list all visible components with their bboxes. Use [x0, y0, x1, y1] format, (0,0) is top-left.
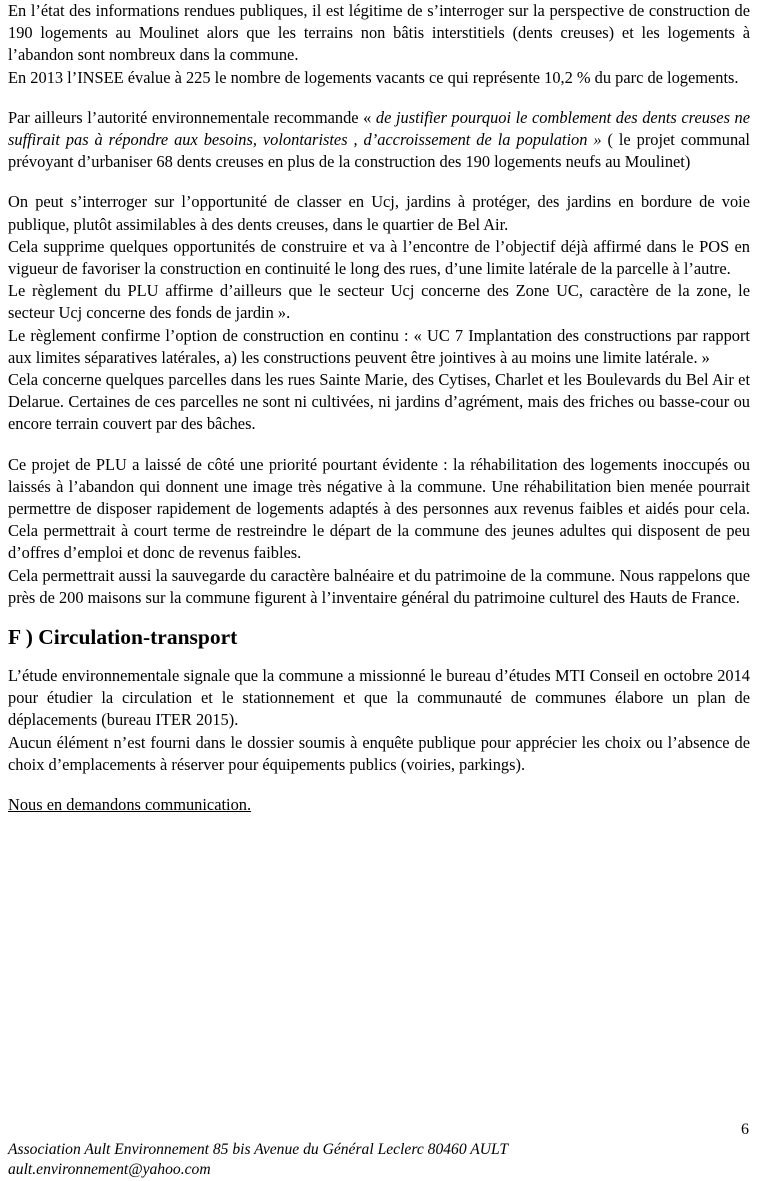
paragraph-autorite-environnementale	[8, 107, 750, 174]
paragraph-reglement-uc7: Le règlement confirme l’option de construction en continu : « UC 7 Implantation des constructions par rapport aux limites séparatives latérales, a) les constructions peuvent être jointives à au moins une limite latérale. »	[8, 325, 750, 367]
footer	[8, 1140, 508, 1180]
page-number: 6	[741, 1121, 749, 1138]
document-body	[8, 0, 750, 816]
paragraph-insee-vacants: En 2013 l’INSEE évalue à 225 le nombre de logements vacants ce qui représente 10,2 % du parc de logements.	[8, 67, 739, 87]
spacer	[8, 776, 750, 794]
paragraph-ucj-jardins: On peut s’interroger sur l’opportunité de classer en Ucj, jardins à protéger, des jardins en bordure de voie publique, plutôt assimilables à des dents creuses, dans le quartier de Bel Air.	[8, 192, 750, 234]
paragraph-parcelles: Cela concerne quelques parcelles dans les rues Sainte Marie, des Cytises, Charlet et les Boulevards du Bel Air et Delarue. Certaines de ces parcelles ne sont ni cultivées, ni jardins d’agrément, mais des friches ou basse-cour ou encore terrain couvert par des bâches.	[8, 370, 750, 434]
paragraph-patrimoine: Cela permettrait aussi la sauvegarde du caractère balnéaire et du patrimoine de la commune. Nous rappelons que près de 200 maisons sur la commune figurent à l’inventaire général du patrimoine culturel des Hauts de France.	[8, 565, 750, 607]
text-segment: ( le projet communal prévoyant d’urbaniser 68 dents creuses en plus de la construction des 190 logements neufs au Moulinet)	[8, 130, 750, 172]
paragraph-reglement-plu: Le règlement du PLU affirme d’ailleurs que le secteur Ucj concerne des Zone UC, caractère de la zone, le secteur Ucj concerne des fonds de jardin ».	[8, 281, 750, 323]
footer-address: Association Ault Environnement 85 bis Avenue du Général Leclerc 80460 AULT	[8, 1141, 509, 1158]
italic-quote: de justifier pourquoi le comblement des dents creuses ne suffirait pas à répondre aux besoins, volontaristes , d’accroissement de la population »	[8, 107, 750, 150]
text-segment: Par ailleurs l’autorité environnementale recommande «	[8, 107, 376, 127]
paragraph-opportunites: Cela supprime quelques opportunités de construire et va à l’encontre de l’objectif déjà affirmé dans le POS en vigueur de favoriser la construction en continuité le long des rues, d’une limite latérale de la parcelle à l’autre.	[8, 236, 750, 279]
paragraph-dents-creuses: En l’état des informations rendues publiques, il est légitime de s’interroger sur la perspective de construction de 190 logements au Moulinet alors que les terrains non bâtis interstitiels (dents creuses) et les logements à l’abandon sont nombreux dans la commune.	[8, 1, 750, 65]
spacer	[8, 89, 750, 107]
paragraph-etude-environnementale: L’étude environnementale signale que la commune a missionné le bureau d’études MTI Conseil en octobre 2014 pour étudier la circulation et le stationnement et que la communauté de communes élabore un plan de déplacements (bureau ITER 2015).	[8, 666, 750, 730]
spacer	[8, 173, 750, 191]
footer-email: ault.environnement@yahoo.com	[8, 1161, 211, 1178]
paragraph-rehabilitation: Ce projet de PLU a laissé de côté une priorité pourtant évidente : la réhabilitation des logements inoccupés ou laissés à l’abandon qui donnent une image très négative à la commune. Une réhabilitation bien menée pourrait permettre de disposer rapidement de logements adaptés à des personnes aux revenus faibles et aidés pour cela. Cela permettrait à court terme de restreindre le départ de la commune des jeunes adultes qui disposent de peu d’offres d’emploi et donc de revenus faibles.	[8, 454, 750, 563]
paragraph-aucun-element: Aucun élément n’est fourni dans le dossier soumis à enquête publique pour apprécier les choix ou l’absence de choix d’emplacements à réserver pour équipements publics (voiries, parkings).	[8, 732, 750, 774]
spacer	[8, 436, 750, 454]
section-heading: F ) Circulation-transport	[8, 625, 238, 650]
paragraph-demande-communication: Nous en demandons communication.	[8, 795, 252, 815]
